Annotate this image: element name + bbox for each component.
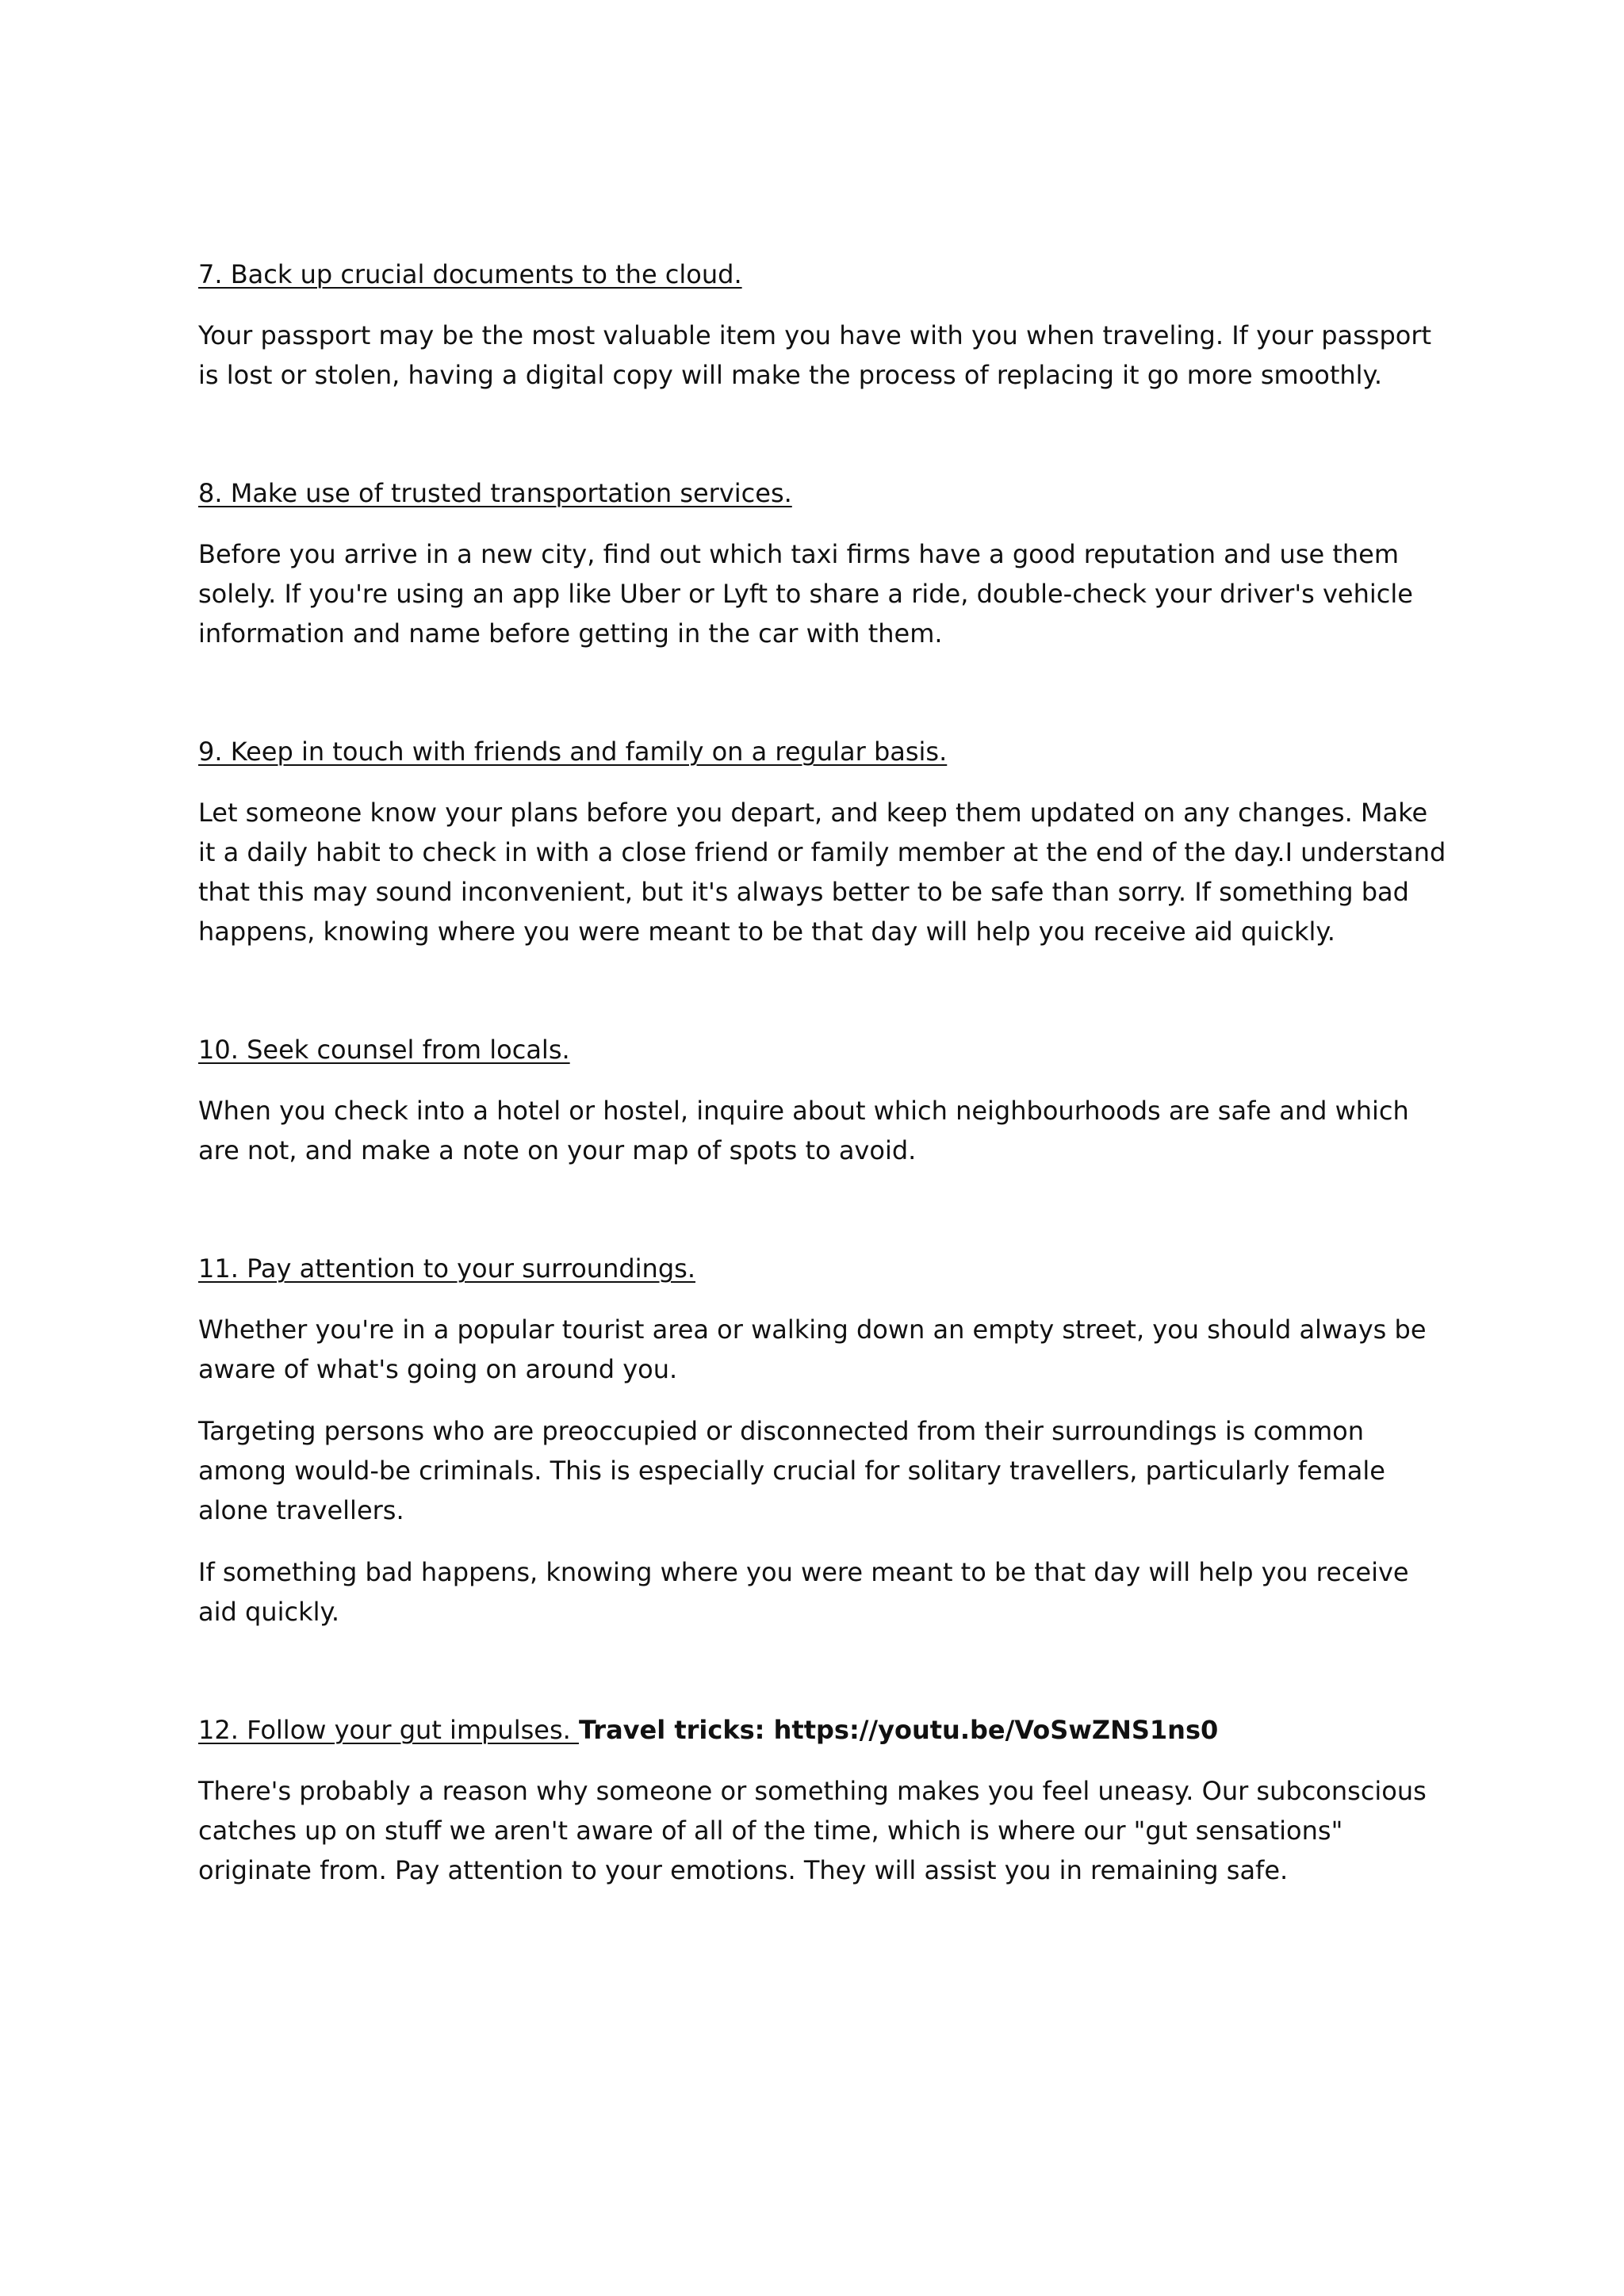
tip-8-paragraph: Before you arrive in a new city, find out which taxi firms have a good reputation and use them solely. If you're using an app like Uber or Lyft to share a ride, double-check your driver's vehicle information and name before getting in the car with them. [198,539,1413,649]
tip-11-paragraph-1: Whether you're in a popular tourist area or walking down an empty street, you should always be aware of what's going on around you. [198,1314,1427,1384]
document-body [198,255,1451,1969]
tip-11-section [198,1249,1451,1632]
tip-12-paragraph: There's probably a reason why someone or something makes you feel uneasy. Our subconscious catches up on stuff we aren't aware of all of the time, which is where our "gut sensations" originate from. Pay attention to your emotions. They will assist you in remaining safe. [198,1776,1427,1885]
tip-12-heading [198,1711,1451,1749]
tip-7-section [198,255,1451,395]
tip-11-paragraph-3: If something bad happens, knowing where you were meant to be that day will help you receive aid quickly. [198,1557,1409,1627]
tip-12-heading-text: 12. Follow your gut impulses. [198,1715,579,1745]
tip-11-heading-text: 11. Pay attention to your surroundings. [198,1253,695,1284]
tip-8-heading [198,474,1451,512]
tip-10-heading [198,1031,1451,1069]
tip-7-heading [198,255,1451,293]
tip-10-heading-text: 10. Seek counsel from locals. [198,1035,570,1065]
tip-8-section [198,474,1451,653]
tip-9-paragraph: Let someone know your plans before you depart, and keep them updated on any changes. Make it a daily habit to check in with a close friend or family member at the end of the day.I understand that this may sound inconvenient, but it's always better to be safe than sorry. If something bad happens, knowing where you were meant to be that day will help you receive aid quickly. [198,798,1446,947]
tip-11-paragraph-2: Targeting persons who are preoccupied or disconnected from their surroundings is common among would-be criminals. This is especially crucial for solitary travellers, particularly female alone travellers. [198,1416,1385,1525]
travel-tricks-link[interactable]: Travel tricks: https://youtu.be/VoSwZNS1ns0 [578,1715,1219,1745]
tip-11-heading [198,1249,1451,1288]
tip-7-heading-text: 7. Back up crucial documents to the cloud. [198,259,742,289]
tip-10-section [198,1031,1451,1170]
tip-9-section [198,733,1451,951]
tip-10-paragraph: When you check into a hotel or hostel, inquire about which neighbourhoods are safe and which are not, and make a note on your map of spots to avoid. [198,1096,1409,1165]
tip-8-heading-text: 8. Make use of trusted transportation services. [198,478,792,508]
tip-9-heading [198,733,1451,771]
tip-9-heading-text: 9. Keep in touch with friends and family on a regular basis. [198,737,948,767]
tip-12-section [198,1711,1451,1890]
tip-7-paragraph: Your passport may be the most valuable item you have with you when traveling. If your passport is lost or stolen, having a digital copy will make the process of replacing it go more smoothly. [198,320,1432,390]
